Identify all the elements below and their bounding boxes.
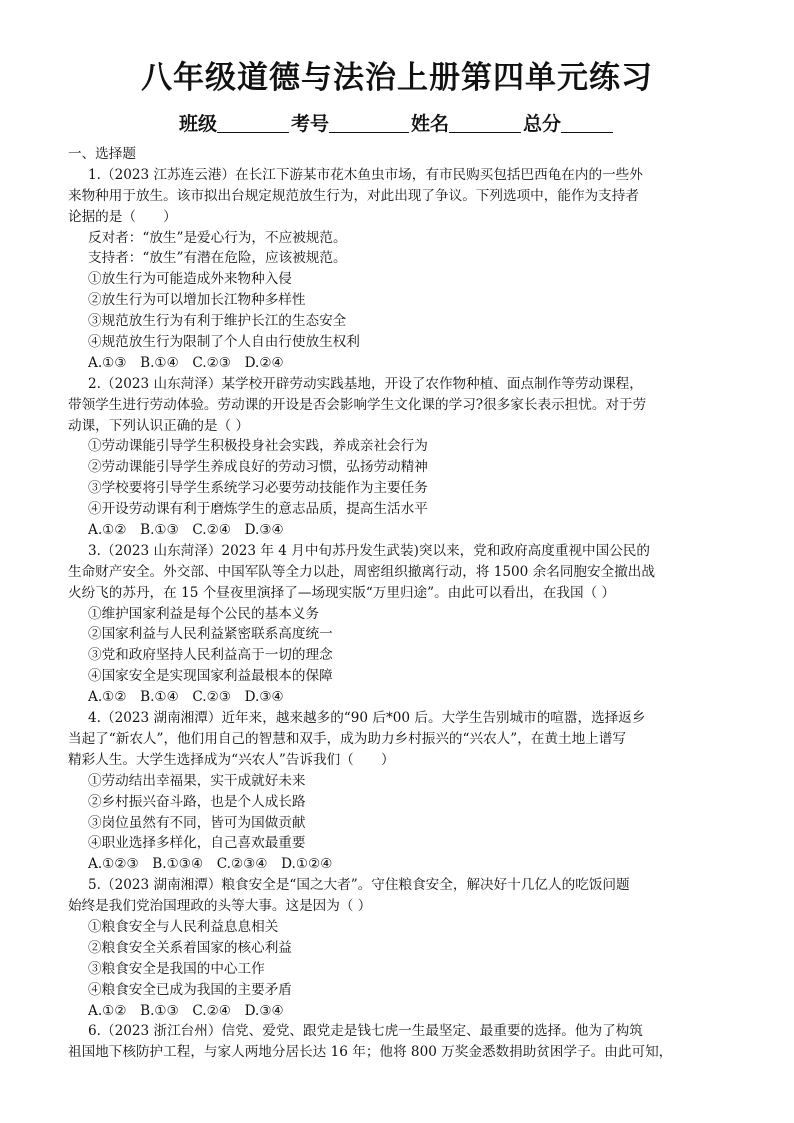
question-1 (68, 165, 738, 374)
option-line: ④国家安全是实现国家利益最根本的保障 (88, 668, 333, 685)
answer-choices: A.①② B.①③ C.②④ D.③④ (88, 1002, 284, 1019)
question-text-line: 5.（2023 湖南湘潭）粮食安全是“国之大者”。守住粮食安全，解决好十几亿人的吃饭问题 (88, 877, 630, 894)
option-line: ②国家利益与人民利益紧密联系高度统一 (88, 626, 333, 643)
opinion-line: 支持者：“放生”有潜在危险，应该被规范。 (88, 250, 347, 267)
option-line: ①劳动结出幸福果，实干成就好未来 (88, 772, 306, 789)
score-label: 总分 (523, 113, 562, 135)
question-4 (68, 708, 738, 875)
question-text-line: 动课，下列认识正确的是（ ） (68, 417, 250, 434)
class-blank (217, 112, 289, 133)
option-line: ③党和政府坚持人民利益高于一切的理念 (88, 647, 333, 664)
question-text-line: 来物种用于放生。该市拟出台规定规范放生行为，对此出现了争议。下列选项中，能作为支持者 (68, 187, 639, 204)
option-line: ③学校要将引导学生系统学习必要劳动技能作为主要任务 (88, 480, 428, 497)
option-line: ①维护国家利益是每个公民的基本义务 (88, 605, 320, 622)
question-text-line: 当起了“新农人”，他们用自己的智慧和双手，成为助力乡村振兴的“兴农人”，在黄土地上谱写 (68, 730, 626, 747)
answer-choices: A.①②③ B.①③④ C.②③④ D.①②④ (88, 856, 333, 873)
opinion-line: 反对者：“放生”是爱心行为，不应被规范。 (88, 229, 347, 246)
option-line: ②乡村振兴奋斗路，也是个人成长路 (88, 793, 306, 810)
answer-choices: A.①② B.①④ C.②③ D.③④ (88, 689, 284, 706)
option-line: ②放生行为可以增加长江物种多样性 (88, 292, 306, 309)
question-content (68, 144, 738, 1063)
question-text-line: 6.（2023 浙江台州）信党、爱党、跟党走是钱七虎一生最坚定、最重要的选择。他为了构筑 (88, 1023, 643, 1040)
option-line: ④开设劳动课有利于磨炼学生的意志品质，提高生活水平 (88, 501, 428, 518)
exam-no-blank (329, 112, 409, 133)
page-title: 八年级道德与法治上册第四单元练习 (141, 60, 653, 96)
question-text-line: 3.（2023 山东菏泽）2023 年 4 月中旬苏丹发生武装)突以来，党和政府高度重视中国公民的 (88, 542, 650, 559)
option-line: ③粮食安全是我国的中心工作 (88, 960, 265, 977)
student-info-row (0, 110, 794, 138)
option-line: ③岗位虽然有不同，皆可为国做贡献 (88, 814, 306, 831)
question-text-line: 祖国地下核防护工程，与家人两地分居长达 16 年；他将 800 万奖金悉数捐助贫困学子。由此可知， (68, 1044, 673, 1061)
question-text-line: 始终是我们党治国理政的头等大事。这是因为（ ） (68, 898, 372, 915)
name-blank (449, 112, 521, 133)
answer-choices: A.①② B.①③ C.②④ D.③④ (88, 522, 284, 539)
question-text-line: 1.（2023 江苏连云港）在长江下游某市花木鱼虫市场，有市民购买包括巴西龟在内的一些外 (88, 166, 643, 183)
class-label: 班级 (178, 113, 217, 135)
question-text-line: 精彩人生。大学生选择成为“兴农人”告诉我们（ ） (68, 751, 395, 768)
answer-choices: A.①③ B.①④ C.②③ D.②④ (88, 354, 284, 371)
option-line: ④职业选择多样化，自己喜欢最重要 (88, 835, 306, 852)
question-6 (68, 1021, 738, 1063)
option-line: ①劳动课能引导学生积极投身社会实践，养成亲社会行为 (88, 438, 428, 455)
option-line: ①放生行为可能造成外来物种入侵 (88, 271, 292, 288)
question-text-line: 带领学生进行劳动体验。劳动课的开设是否会影响学生文化课的学习?很多家长表示担忧。对于劳 (68, 396, 647, 413)
question-text-line: 论据的是（ ） (68, 208, 177, 225)
question-3 (68, 541, 738, 708)
question-2 (68, 374, 738, 541)
option-line: ③规范放生行为有利于维护长江的生态安全 (88, 313, 347, 330)
section-heading: 一、选择题 (68, 146, 136, 162)
question-text-line: 生命财产安全。外交部、中国军队等全力以赴，周密组织撤离行动，将 1500 余名同胞安全撤出战 (68, 563, 655, 580)
option-line: ②劳动课能引导学生养成良好的劳动习惯，弘扬劳动精神 (88, 459, 428, 476)
name-label: 姓名 (411, 113, 450, 135)
score-blank (561, 112, 613, 133)
question-5 (68, 875, 738, 1021)
question-text-line: 4.（2023 湖南湘潭）近年来，越来越多的“90 后*00 后。大学生告别城市的喧嚣，选择返乡 (88, 710, 646, 727)
option-line: ②粮食安全关系着国家的核心利益 (88, 939, 292, 956)
option-line: ④粮食安全已成为我国的主要矛盾 (88, 981, 292, 998)
exam-no-label: 考号 (290, 113, 329, 135)
question-text-line: 2.（2023 山东菏泽）某学校开辟劳动实践基地，开设了农作物种植、面点制作等劳动课程， (88, 375, 643, 392)
option-line: ④规范放生行为限制了个人自由行使放生权利 (88, 334, 360, 351)
option-line: ①粮食安全与人民利益息息相关 (88, 918, 279, 935)
question-text-line: 火纷飞的苏丹，在 15 个昼夜里演择了—场现实版“万里归途”。由此可以看出，在我国（ ） (68, 584, 616, 601)
